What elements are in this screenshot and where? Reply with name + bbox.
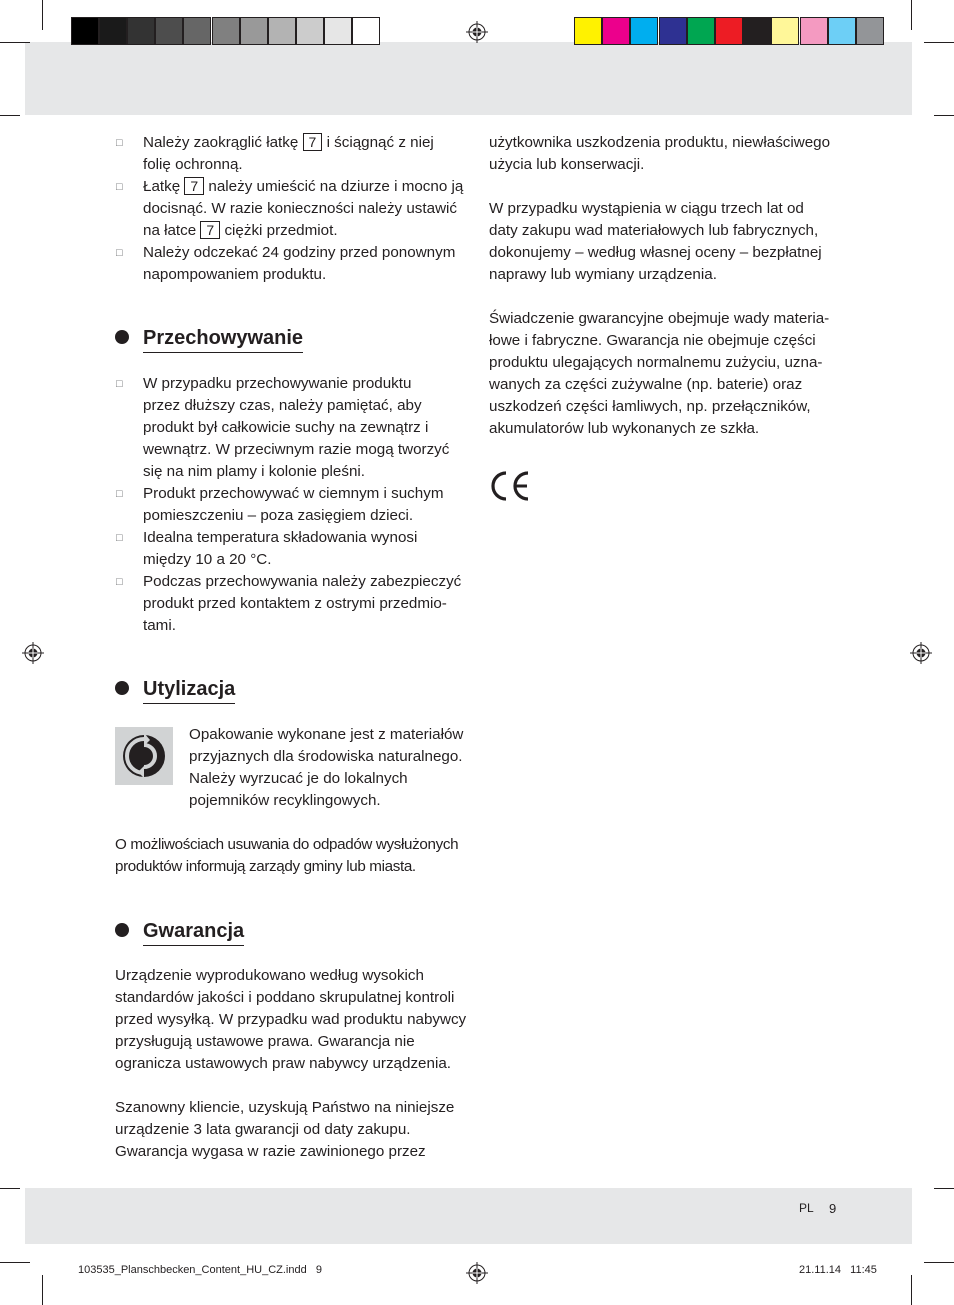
warranty-paragraph-4 xyxy=(489,198,869,286)
color-swatch xyxy=(602,17,630,45)
item-text: Idealna temperatura składowania wynosi xyxy=(143,529,418,546)
text-line: łowe i fabryczne. Gwarancja nie obejmuje części xyxy=(489,332,816,349)
box-bullet-icon: □ xyxy=(116,247,123,259)
color-swatch xyxy=(828,17,856,45)
text-line: przed wysyłką. W przypadku wad produktu nabywcy xyxy=(115,1011,467,1028)
color-swatch xyxy=(183,17,211,45)
heading-bullet-icon xyxy=(115,681,129,695)
section-heading-storage xyxy=(115,325,303,353)
crop-mark xyxy=(911,1275,912,1305)
box-bullet-icon: □ xyxy=(116,488,123,500)
crop-mark xyxy=(42,0,43,30)
item-text: Należy odczekać 24 godziny przed ponownym xyxy=(143,244,456,261)
registration-mark-icon xyxy=(466,1262,488,1284)
text-line: przyjaznych dla środowiska naturalnego. xyxy=(189,748,463,765)
item-text: się na nim plamy i kolonie pleśni. xyxy=(143,463,366,480)
text-line: przysługują ustawowe prawa. Gwarancja nie xyxy=(115,1033,415,1050)
text-line: Należy wyrzucać je do lokalnych xyxy=(189,770,408,787)
item-text: i ściągnąć z niej xyxy=(322,134,434,151)
registration-mark-icon xyxy=(910,642,932,664)
item-text: między 10 a 20 °C. xyxy=(143,551,272,568)
item-text: należy umieścić na dziurze i mocno ją xyxy=(204,178,464,195)
color-swatch xyxy=(856,17,884,45)
color-swatch xyxy=(212,17,240,45)
text-line: produktu ulegających normalnemu zużyciu, uzna- xyxy=(489,354,823,371)
part-reference: 7 xyxy=(200,221,220,239)
box-bullet-icon: □ xyxy=(116,378,123,390)
heading-bullet-icon xyxy=(115,330,129,344)
text-line: wanych za części zużywalne (np. baterie) oraz xyxy=(489,376,803,393)
list-item xyxy=(143,242,473,286)
text-line: Szanowny kliencie, uzyskują Państwo na niniejsze xyxy=(115,1099,455,1116)
item-text: tami. xyxy=(143,617,176,634)
text-line: ogranicza ustawowych praw nabywcy urządzenia. xyxy=(115,1055,451,1072)
color-swatch xyxy=(630,17,658,45)
text-line: użytkownika uszkodzenia produktu, niewłaściwego xyxy=(489,134,831,151)
warranty-paragraph-1 xyxy=(115,965,480,1075)
crop-mark xyxy=(0,1262,30,1263)
page-number: 9 xyxy=(829,1201,837,1216)
color-swatch xyxy=(127,17,155,45)
text-line: O możliwościach usuwania do odpadów wysłużonych xyxy=(115,836,459,853)
text-line: pojemników recyklingowych. xyxy=(189,792,381,809)
text-line: standardów jakości i poddano skrupulatnej kontroli xyxy=(115,989,455,1006)
color-swatch xyxy=(99,17,127,45)
list-item xyxy=(143,373,473,483)
box-bullet-icon: □ xyxy=(116,137,123,149)
text-line: Gwarancja wygasa w razie zawinionego przez xyxy=(115,1143,426,1160)
item-text: Łatkę xyxy=(143,178,185,195)
print-slug-file: 103535_Planschbecken_Content_HU_CZ.indd 9 xyxy=(78,1264,322,1276)
crop-mark xyxy=(924,42,954,43)
disposal-icon-text xyxy=(189,724,479,812)
header-band xyxy=(25,42,912,115)
text-line: Urządzenie wyprodukowano według wysokich xyxy=(115,967,424,984)
color-swatch xyxy=(659,17,687,45)
heading-text: Utylizacja xyxy=(143,676,235,704)
crop-mark xyxy=(934,115,954,116)
color-swatch xyxy=(743,17,771,45)
text-line: produktów informują zarządy gminy lub miasta. xyxy=(115,858,416,875)
color-swatch xyxy=(715,17,743,45)
color-swatch xyxy=(771,17,799,45)
green-dot-recycling-icon xyxy=(115,727,173,785)
heading-bullet-icon xyxy=(115,923,129,937)
list-item xyxy=(143,527,473,571)
color-swatch xyxy=(800,17,828,45)
text-line: Opakowanie wykonane jest z materiałów xyxy=(189,726,464,743)
warranty-paragraph-5 xyxy=(489,308,869,440)
registration-mark-icon xyxy=(466,21,488,43)
color-swatch xyxy=(352,17,380,45)
list-item xyxy=(143,483,473,527)
list-item xyxy=(143,571,473,637)
text-line: dokonujemy – według własnej oceny – bezpłatnej xyxy=(489,244,822,261)
warranty-paragraph-3 xyxy=(489,132,869,176)
crop-mark xyxy=(934,1188,954,1189)
list-item xyxy=(143,176,473,242)
crop-mark xyxy=(0,115,20,116)
section-heading-disposal xyxy=(115,676,235,704)
color-swatch xyxy=(155,17,183,45)
item-text: wewnątrz. W przeciwnym razie mogą tworzyć xyxy=(143,441,450,458)
registration-mark-icon xyxy=(22,642,44,664)
crop-mark xyxy=(0,42,30,43)
color-swatch xyxy=(240,17,268,45)
item-text: przez dłuższy czas, należy pamiętać, aby xyxy=(143,397,422,414)
box-bullet-icon: □ xyxy=(116,181,123,193)
warranty-paragraph-2 xyxy=(115,1097,480,1163)
part-reference: 7 xyxy=(303,133,323,151)
box-bullet-icon: □ xyxy=(116,532,123,544)
item-text: pomieszczeniu – poza zasięgiem dzieci. xyxy=(143,507,414,524)
item-text: na łatce xyxy=(143,222,201,239)
item-text: docisnąć. W razie konieczności należy ustawić xyxy=(143,200,458,217)
ce-mark-icon xyxy=(489,470,531,502)
section-heading-warranty xyxy=(115,918,244,946)
crop-mark xyxy=(42,1275,43,1305)
item-text: produkt był całkowicie suchy na zewnątrz i xyxy=(143,419,429,436)
page-language: PL xyxy=(799,1201,814,1215)
box-bullet-icon: □ xyxy=(116,576,123,588)
item-text: Należy zaokrąglić łatkę xyxy=(143,134,303,151)
text-line: uszkodzeń części łamliwych, np. przełączników, xyxy=(489,398,811,415)
crop-mark xyxy=(924,1262,954,1263)
text-line: naprawy lub wymiany urządzenia. xyxy=(489,266,717,283)
color-swatch xyxy=(268,17,296,45)
text-line: Świadczenie gwarancyjne obejmuje wady materia- xyxy=(489,310,830,327)
print-slug-date: 21.11.14 11:45 xyxy=(799,1264,877,1276)
heading-text: Gwarancja xyxy=(143,918,244,946)
color-swatch xyxy=(296,17,324,45)
item-text: W przypadku przechowywanie produktu xyxy=(143,375,412,392)
list-item xyxy=(143,132,473,176)
item-text: Produkt przechowywać w ciemnym i suchym xyxy=(143,485,444,502)
item-text: produkt przed kontaktem z ostrymi przedmio- xyxy=(143,595,447,612)
color-swatch xyxy=(324,17,352,45)
text-line: daty zakupu wad materiałowych lub fabrycznych, xyxy=(489,222,819,239)
text-line: urządzenie 3 lata gwarancji od daty zakupu. xyxy=(115,1121,411,1138)
text-line: akumulatorów lub wykonanych ze szkła. xyxy=(489,420,760,437)
footer-band xyxy=(25,1188,912,1244)
crop-mark xyxy=(0,1188,20,1189)
part-reference: 7 xyxy=(184,177,204,195)
color-swatch xyxy=(71,17,99,45)
color-swatch xyxy=(687,17,715,45)
item-text: ciężki przedmiot. xyxy=(220,222,338,239)
item-text: Podczas przechowywania należy zabezpieczyć xyxy=(143,573,462,590)
heading-text: Przechowywanie xyxy=(143,325,303,353)
disposal-paragraph xyxy=(115,834,480,878)
item-text: napompowaniem produktu. xyxy=(143,266,327,283)
color-swatch xyxy=(574,17,602,45)
crop-mark xyxy=(911,0,912,30)
text-line: W przypadku wystąpienia w ciągu trzech lat od xyxy=(489,200,804,217)
item-text: folię ochronną. xyxy=(143,156,243,173)
text-line: użycia lub konserwacji. xyxy=(489,156,645,173)
